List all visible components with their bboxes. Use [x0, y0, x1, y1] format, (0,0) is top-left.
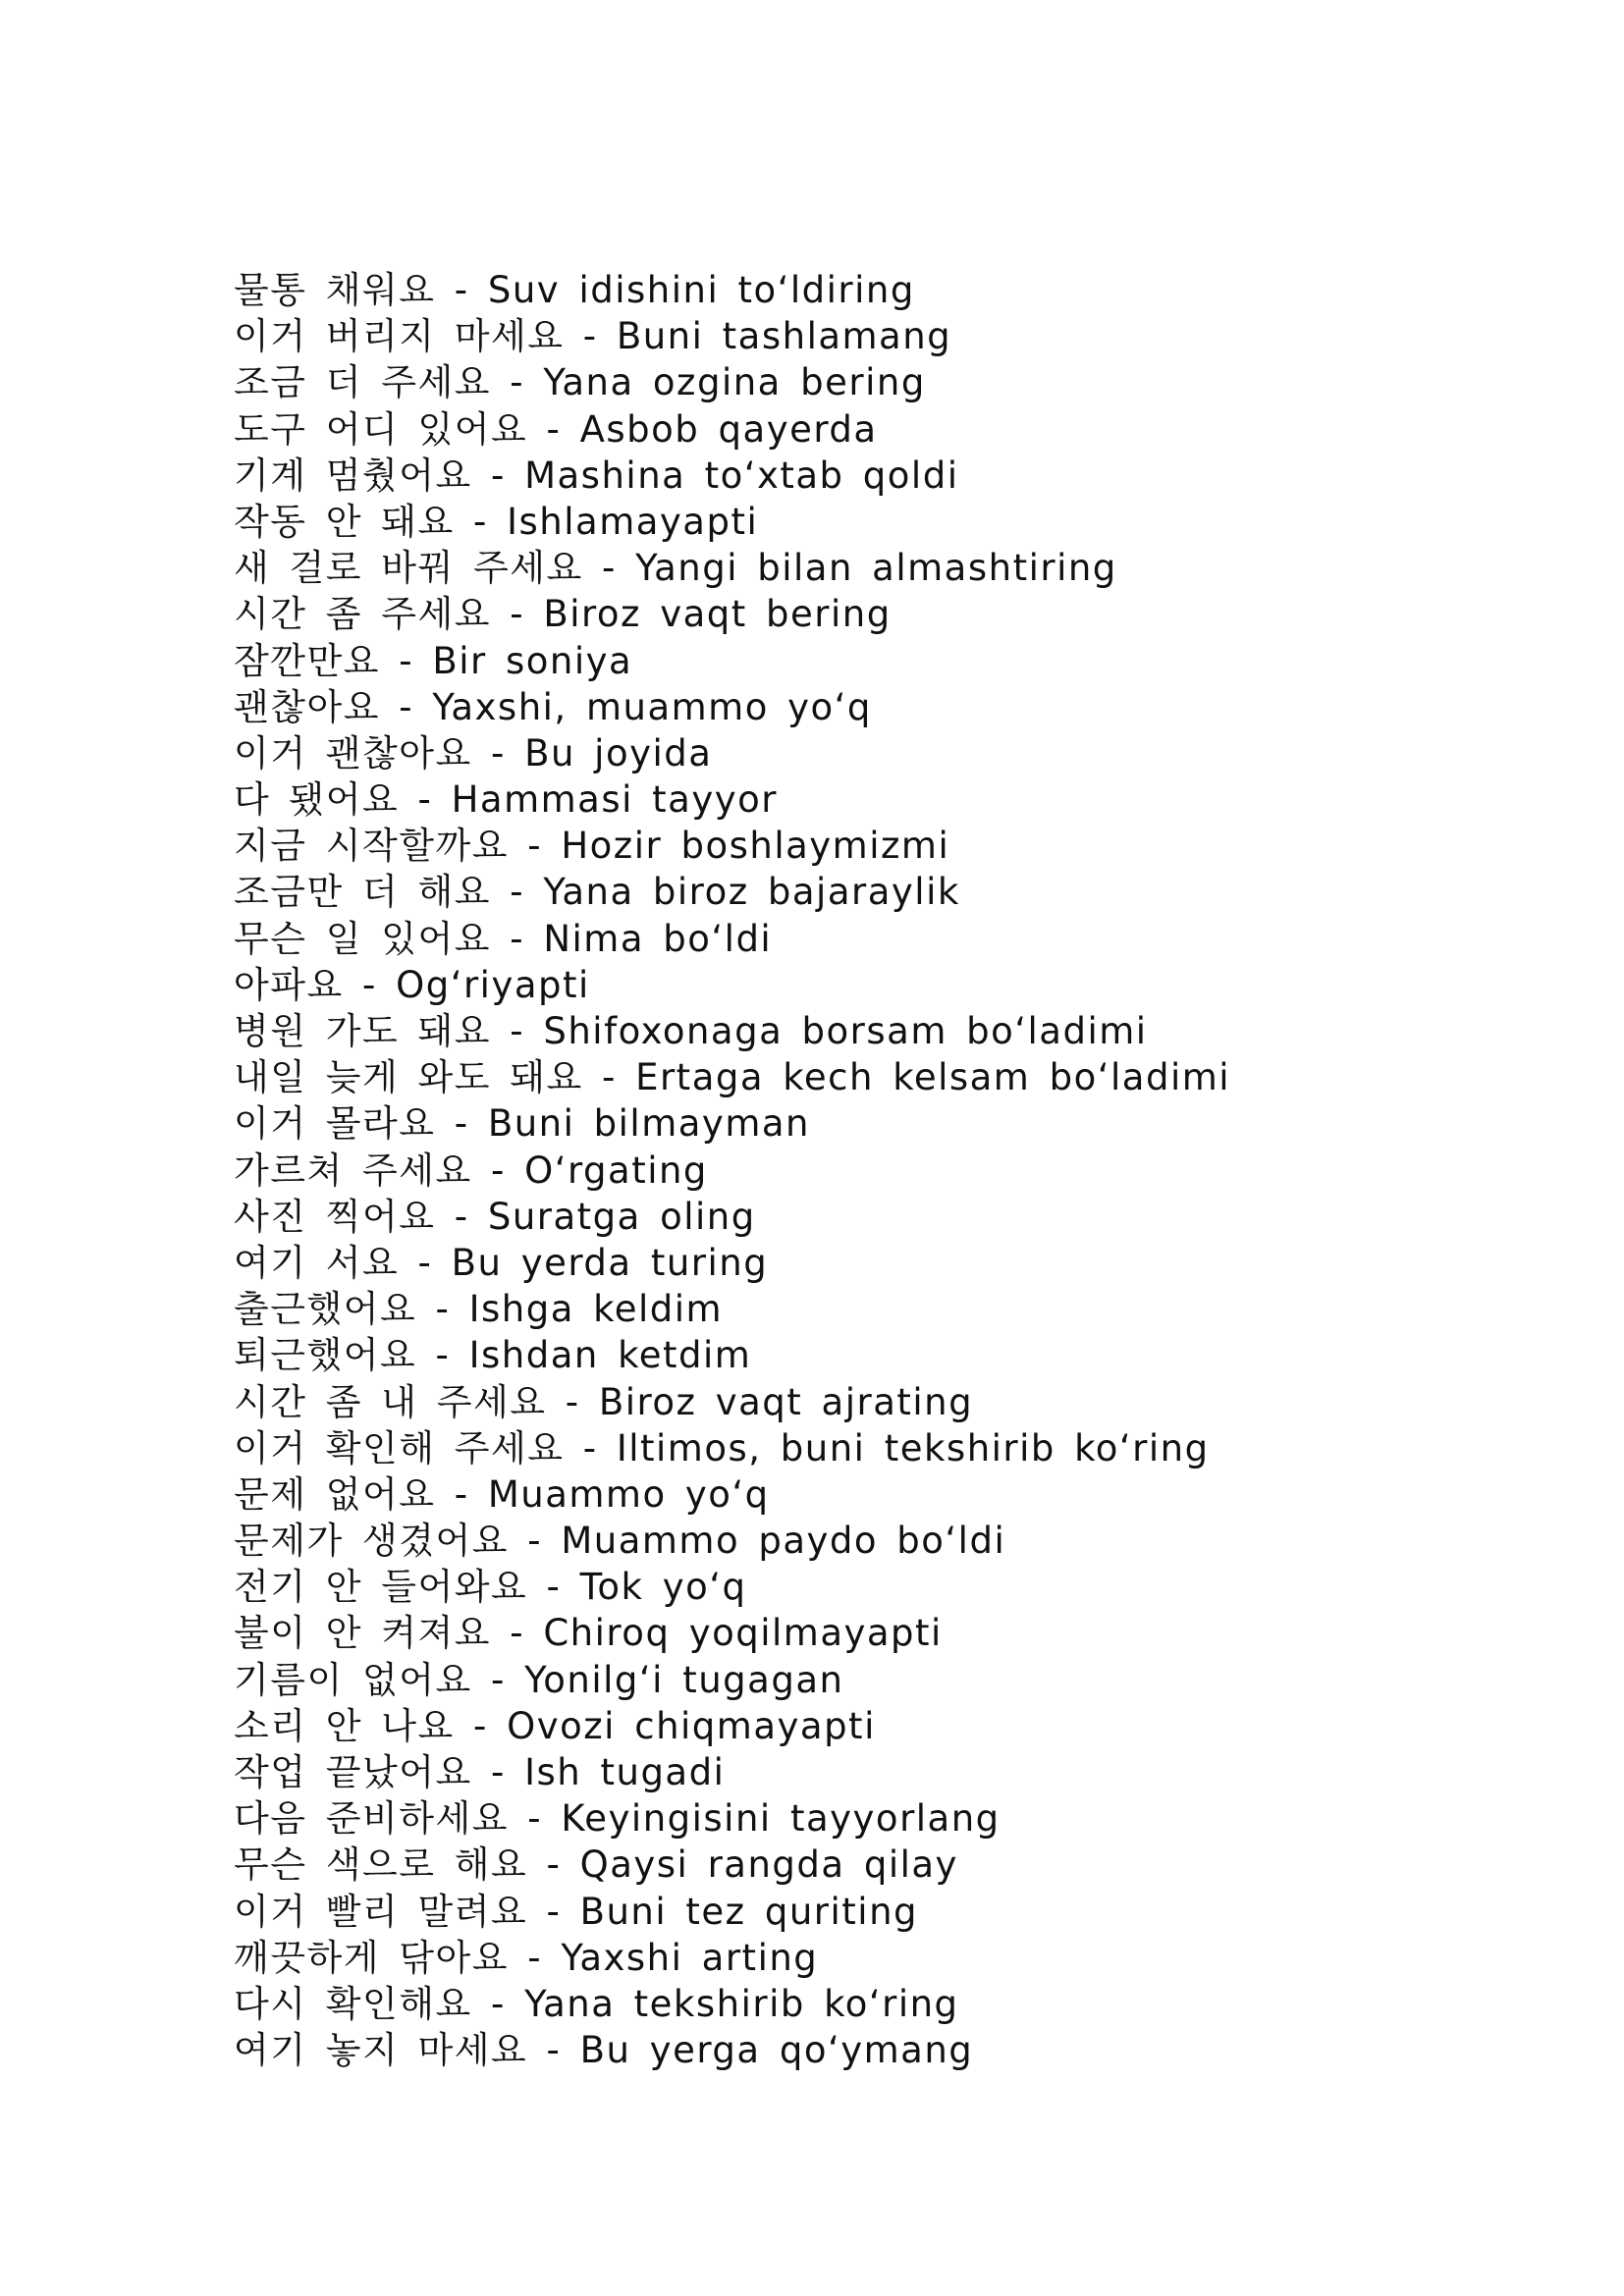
phrase-line: 출근했어요 - Ishga keldim	[234, 1288, 724, 1331]
phrase-line: 지금 시작할까요 - Hozir boshlaymizmi	[234, 825, 950, 868]
phrase-line: 전기 안 들어와요 - Tok yo‘q	[234, 1566, 747, 1609]
phrase-line: 시간 좀 주세요 - Biroz vaqt bering	[234, 593, 892, 636]
phrase-line: 이거 버리지 마세요 - Buni tashlamang	[234, 315, 952, 358]
phrase-line: 문제가 생겼어요 - Muammo paydo bo‘ldi	[234, 1520, 1006, 1563]
phrase-line: 깨끗하게 닦아요 - Yaxshi arting	[234, 1936, 819, 1979]
phrase-line: 잠깐만요 - Bir soniya	[234, 639, 633, 682]
phrase-line: 조금만 더 해요 - Yana biroz bajaraylik	[234, 871, 960, 914]
phrase-line: 다 됐어요 - Hammasi tayyor	[234, 778, 778, 822]
phrase-line: 이거 괜찮아요 - Bu joyida	[234, 731, 713, 774]
phrase-line: 물통 채워요 - Suv idishini to‘ldiring	[234, 269, 915, 311]
phrase-line: 이거 빨리 말려요 - Buni tez quriting	[234, 1890, 919, 1933]
phrase-line: 도구 어디 있어요 - Asbob qayerda	[234, 407, 878, 451]
phrase-line: 퇴근했어요 - Ishdan ketdim	[234, 1334, 752, 1377]
phrase-line: 이거 몰라요 - Buni bilmayman	[234, 1102, 810, 1146]
phrase-line: 아파요 - Og‘riyapti	[234, 963, 590, 1006]
phrase-line: 조금 더 주세요 - Yana ozgina bering	[234, 361, 926, 404]
phrase-line: 시간 좀 내 주세요 - Biroz vaqt ajrating	[234, 1380, 974, 1423]
phrase-line: 내일 늦게 와도 돼요 - Ertaga kech kelsam bo‘ladimi	[234, 1056, 1231, 1099]
phrase-line: 사진 찍어요 - Suratga oling	[234, 1195, 756, 1238]
phrase-line: 기계 멈췄어요 - Mashina to‘xtab qoldi	[234, 454, 959, 497]
phrase-line: 여기 서요 - Bu yerda turing	[234, 1241, 769, 1284]
phrase-line: 무슨 일 있어요 - Nima bo‘ldi	[234, 917, 773, 960]
phrase-line: 새 걸로 바꿔 주세요 - Yangi bilan almashtiring	[234, 547, 1117, 590]
phrase-line: 소리 안 나요 - Ovozi chiqmayapti	[234, 1704, 876, 1747]
phrase-line: 여기 놓지 마세요 - Bu yerga qo‘ymang	[234, 2029, 974, 2072]
phrase-line: 다시 확인해요 - Yana tekshirib ko‘ring	[234, 1982, 959, 2025]
phrase-line: 무슨 색으로 해요 - Qaysi rangda qilay	[234, 1843, 958, 1887]
phrase-line: 이거 확인해 주세요 - Iltimos, buni tekshirib ko‘ring	[234, 1426, 1210, 1469]
phrase-line: 작업 끝났어요 - Ish tugadi	[234, 1751, 726, 1793]
phrase-line: 다음 준비하세요 - Keyingisini tayyorlang	[234, 1797, 1001, 1841]
phrase-line: 괜찮아요 - Yaxshi, muammo yo‘q	[234, 685, 872, 728]
phrase-line: 병원 가도 돼요 - Shifoxonaga borsam bo‘ladimi	[234, 1010, 1148, 1052]
phrase-list	[234, 267, 1230, 2073]
phrase-line: 가르쳐 주세요 - O‘rgating	[234, 1148, 708, 1192]
phrase-line: 작동 안 돼요 - Ishlamayapti	[234, 500, 759, 543]
phrase-line: 불이 안 켜져요 - Chiroq yoqilmayapti	[234, 1612, 943, 1655]
phrase-line: 기름이 없어요 - Yonilg‘i tugagan	[234, 1658, 844, 1701]
phrase-line: 문제 없어요 - Muammo yo‘q	[234, 1472, 770, 1516]
